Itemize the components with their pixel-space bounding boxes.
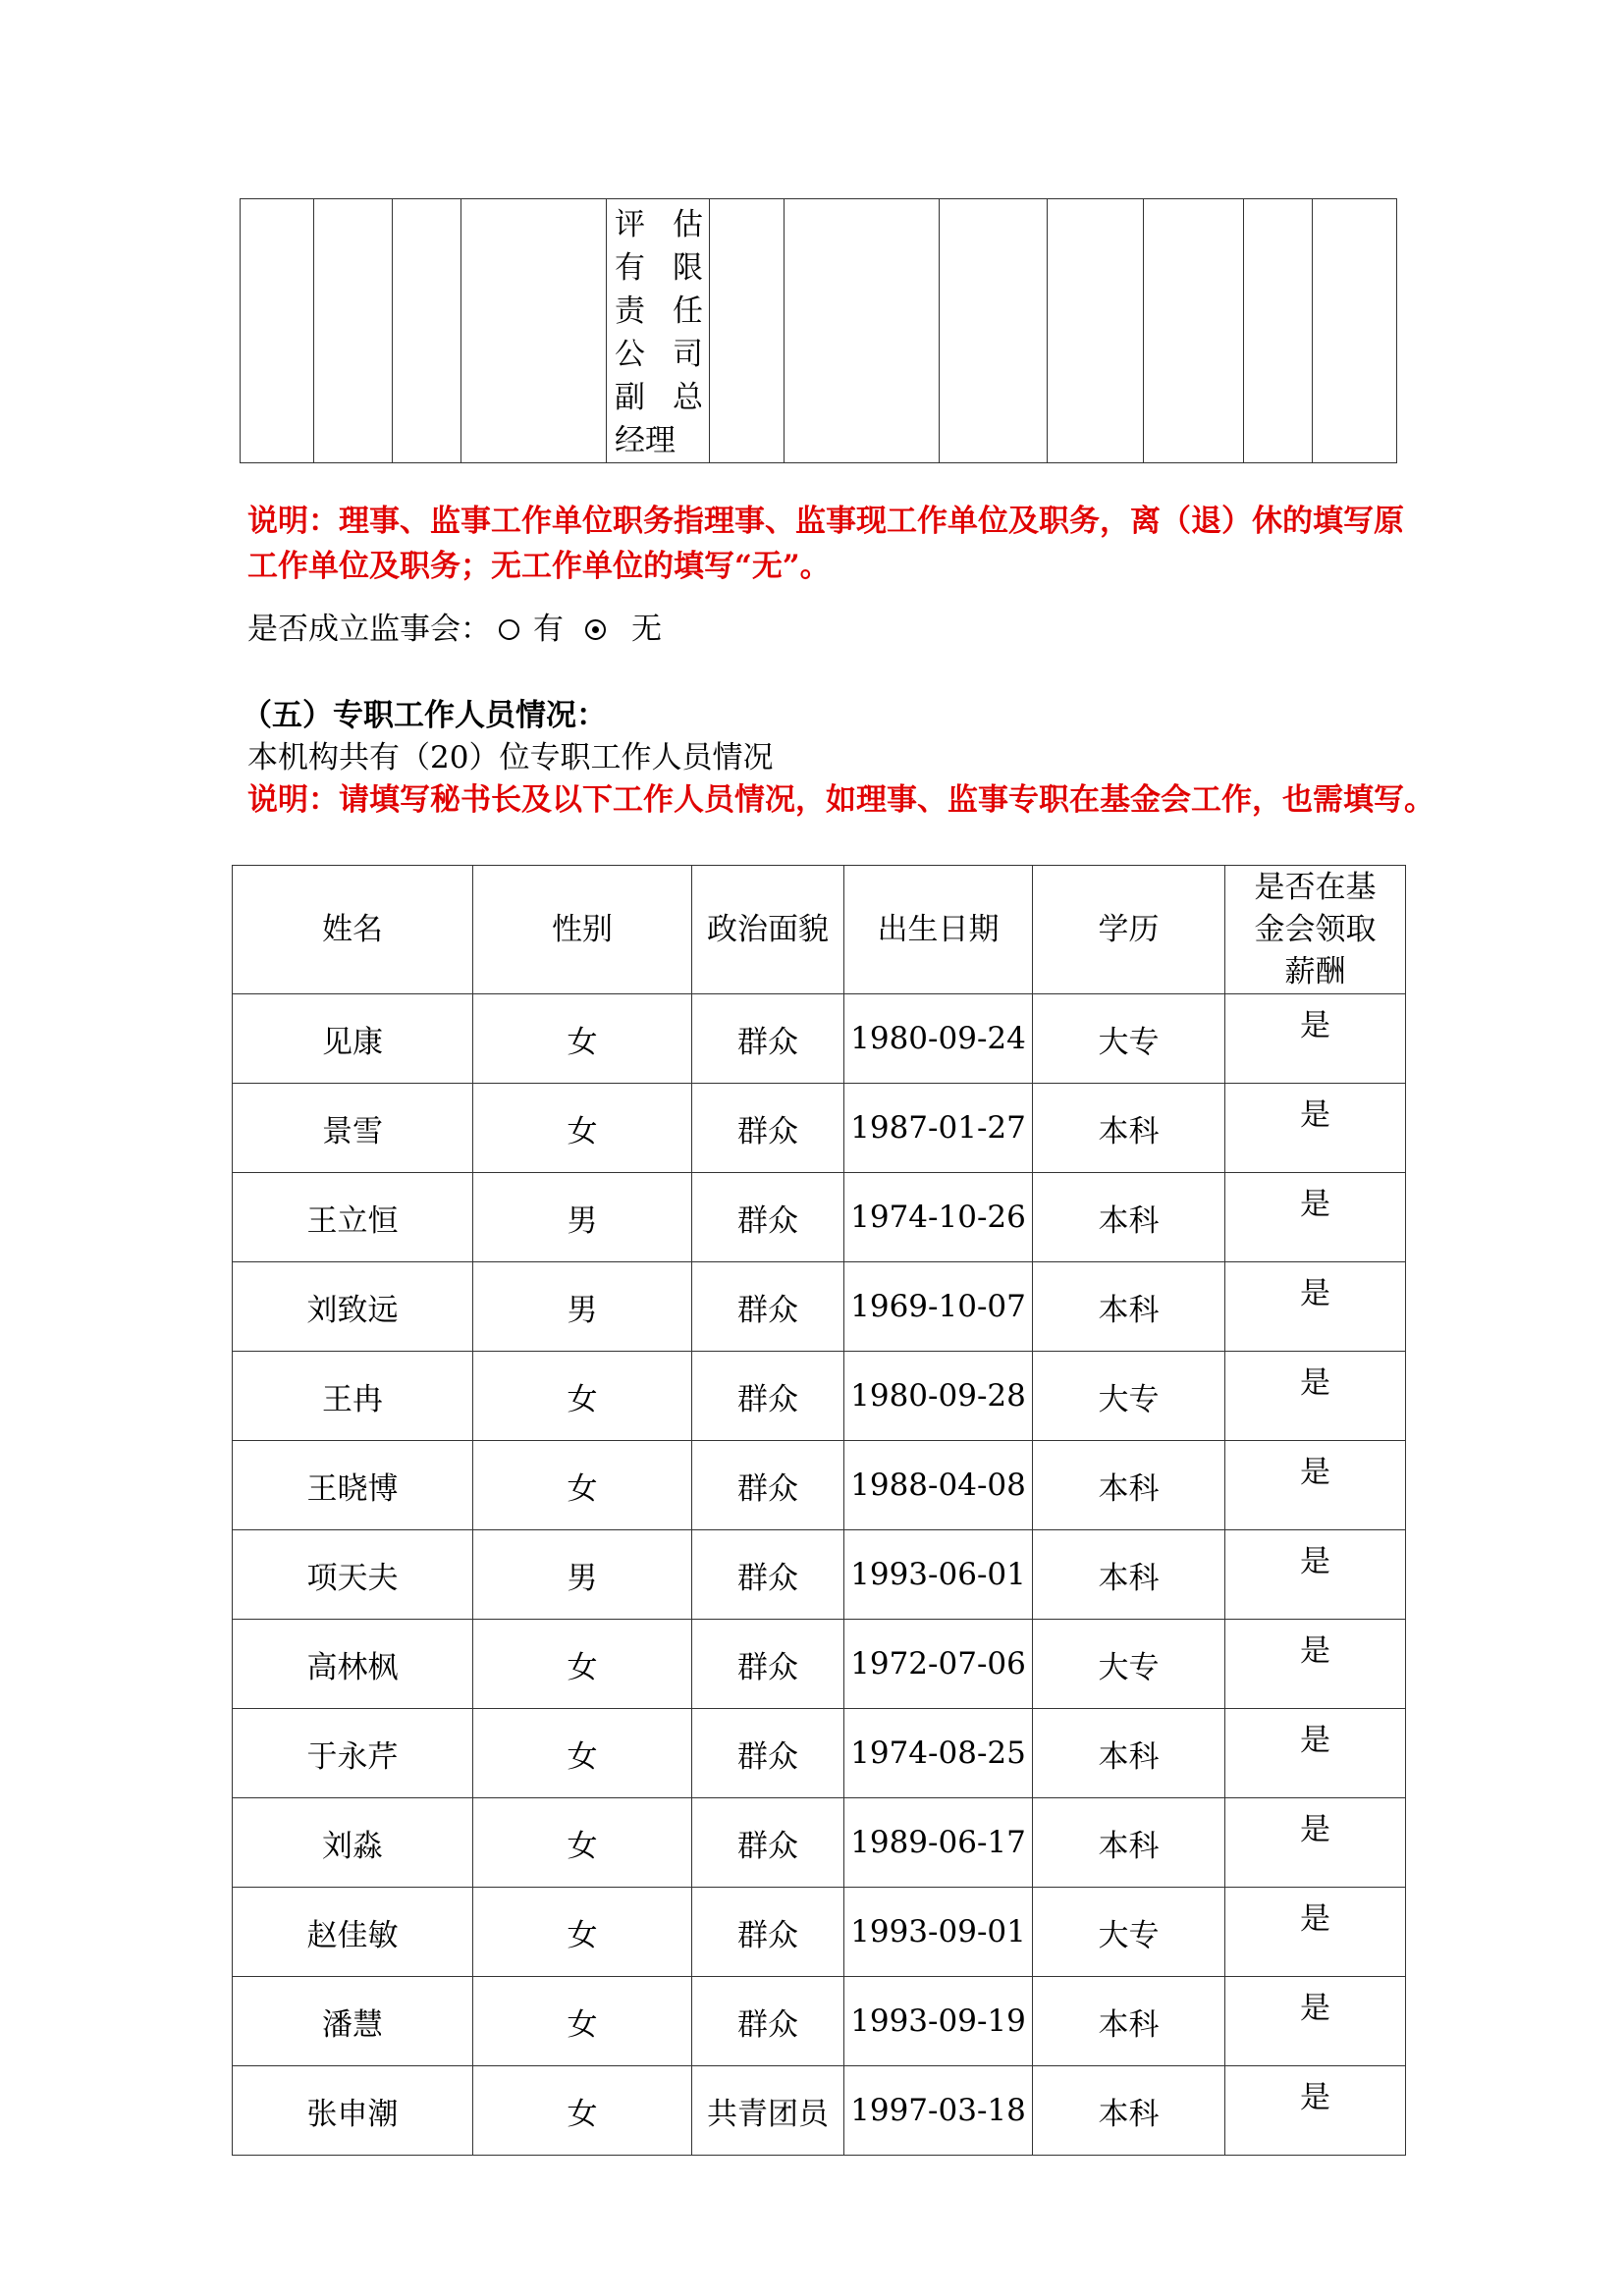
cell-paid: 是 [1225, 994, 1406, 1084]
cell-paid: 是 [1225, 1977, 1406, 2066]
cell-name: 项天夫 [233, 1530, 473, 1620]
radio-no-label: 无 [631, 612, 662, 647]
cell-political-status: 群众 [692, 1977, 844, 2066]
cell-education: 本科 [1033, 1709, 1225, 1798]
cell-name: 于永芹 [233, 1709, 473, 1798]
cell-political-status: 群众 [692, 1262, 844, 1352]
table-row [233, 994, 1406, 1084]
cell-name: 见康 [233, 994, 473, 1084]
table-row [233, 2066, 1406, 2156]
cell-political-status: 群众 [692, 1620, 844, 1709]
empty-cell [314, 199, 393, 463]
cell-birth-date: 1980-09-28 [844, 1352, 1033, 1441]
table-row [233, 1352, 1406, 1441]
cell-gender: 男 [473, 1173, 692, 1262]
cell-paid: 是 [1225, 1441, 1406, 1530]
cell-char: 有 [615, 250, 645, 286]
header-political-status: 政治面貌 [692, 866, 844, 994]
cell-political-status: 共青团员 [692, 2066, 844, 2156]
radio-no[interactable] [585, 619, 606, 640]
board-note-line1: 说明：理事、监事工作单位职务指理事、监事现工作单位及职务，离（退）休的填写原 [247, 504, 1404, 539]
cell-paid: 是 [1225, 1798, 1406, 1888]
cell-political-status: 群众 [692, 1352, 844, 1441]
table-row [233, 1441, 1406, 1530]
supervisory-board-label: 是否成立监事会： [247, 612, 491, 647]
cell-gender: 男 [473, 1530, 692, 1620]
cell-gender: 女 [473, 1798, 692, 1888]
cell-birth-date: 1969-10-07 [844, 1262, 1033, 1352]
table-row [233, 1620, 1406, 1709]
cell-name: 王冉 [233, 1352, 473, 1441]
cell-gender: 男 [473, 1262, 692, 1352]
cell-name: 刘致远 [233, 1262, 473, 1352]
empty-cell [940, 199, 1048, 463]
cell-birth-date: 1972-07-06 [844, 1620, 1033, 1709]
empty-cell [710, 199, 785, 463]
header-education: 学历 [1033, 866, 1225, 994]
section5-heading: （五）专职工作人员情况： [242, 698, 607, 733]
supervisory-board-question [247, 608, 662, 651]
empty-cell [1048, 199, 1144, 463]
cell-political-status: 群众 [692, 1084, 844, 1173]
cell-birth-date: 1988-04-08 [844, 1441, 1033, 1530]
cell-political-status: 群众 [692, 1888, 844, 1977]
cell-char: 估 [673, 207, 703, 242]
empty-cell [1144, 199, 1244, 463]
cell-char: 司 [673, 337, 703, 372]
cell-paid: 是 [1225, 1709, 1406, 1798]
cell-name: 高林枫 [233, 1620, 473, 1709]
header-birth-date: 出生日期 [844, 866, 1033, 994]
cell-char: 经理 [615, 423, 676, 458]
empty-cell [393, 199, 461, 463]
cell-char: 限 [673, 250, 703, 286]
cell-gender: 女 [473, 1352, 692, 1441]
work-unit-position-cell [607, 199, 710, 463]
table-row [233, 1084, 1406, 1173]
cell-political-status: 群众 [692, 1798, 844, 1888]
staff-table-header [233, 866, 1406, 994]
cell-gender: 女 [473, 1709, 692, 1798]
cell-birth-date: 1974-08-25 [844, 1709, 1033, 1798]
cell-political-status: 群众 [692, 1709, 844, 1798]
cell-education: 本科 [1033, 1262, 1225, 1352]
cell-education: 本科 [1033, 2066, 1225, 2156]
cell-paid: 是 [1225, 2066, 1406, 2156]
cell-char: 总 [673, 380, 703, 415]
cell-char: 公 [615, 337, 645, 372]
cell-gender: 女 [473, 994, 692, 1084]
cell-birth-date: 1980-09-24 [844, 994, 1033, 1084]
cell-paid: 是 [1225, 1352, 1406, 1441]
table-row [233, 1798, 1406, 1888]
cell-education: 大专 [1033, 1620, 1225, 1709]
radio-yes-label: 有 [533, 612, 564, 647]
header-paid [1225, 866, 1406, 994]
cell-name: 潘慧 [233, 1977, 473, 2066]
cell-education: 本科 [1033, 1441, 1225, 1530]
cell-birth-date: 1997-03-18 [844, 2066, 1033, 2156]
cell-char: 评 [615, 207, 645, 242]
staff-table [232, 865, 1406, 2156]
table-row [233, 1262, 1406, 1352]
cell-gender: 女 [473, 1888, 692, 1977]
cell-education: 本科 [1033, 1530, 1225, 1620]
cell-gender: 女 [473, 1977, 692, 2066]
cell-paid: 是 [1225, 1888, 1406, 1977]
empty-cell [241, 199, 314, 463]
empty-cell [1313, 199, 1397, 463]
board-members-table-continuation [240, 198, 1397, 463]
staff-table-body [233, 994, 1406, 2156]
cell-birth-date: 1993-09-01 [844, 1888, 1033, 1977]
header-paid-line: 薪酬 [1284, 953, 1346, 989]
cell-education: 本科 [1033, 1798, 1225, 1888]
cell-political-status: 群众 [692, 1441, 844, 1530]
cell-name: 景雪 [233, 1084, 473, 1173]
header-paid-line: 是否在基 [1254, 869, 1377, 905]
cell-education: 本科 [1033, 1173, 1225, 1262]
header-gender: 性别 [473, 866, 692, 994]
table-row [233, 1709, 1406, 1798]
cell-paid: 是 [1225, 1262, 1406, 1352]
empty-cell [785, 199, 940, 463]
cell-char: 任 [673, 294, 703, 329]
table-row [233, 1888, 1406, 1977]
cell-gender: 女 [473, 2066, 692, 2156]
staff-count-text: 本机构共有（20）位专职工作人员情况 [247, 740, 774, 775]
cell-char: 责 [615, 294, 645, 329]
cell-political-status: 群众 [692, 1530, 844, 1620]
cell-political-status: 群众 [692, 994, 844, 1084]
cell-paid: 是 [1225, 1173, 1406, 1262]
table-row [233, 1173, 1406, 1262]
cell-paid: 是 [1225, 1620, 1406, 1709]
cell-birth-date: 1974-10-26 [844, 1173, 1033, 1262]
cell-education: 本科 [1033, 1084, 1225, 1173]
cell-birth-date: 1989-06-17 [844, 1798, 1033, 1888]
cell-name: 王立恒 [233, 1173, 473, 1262]
radio-yes[interactable] [499, 619, 519, 640]
cell-paid: 是 [1225, 1530, 1406, 1620]
cell-birth-date: 1987-01-27 [844, 1084, 1033, 1173]
cell-name: 张申潮 [233, 2066, 473, 2156]
table-row [233, 1530, 1406, 1620]
header-name: 姓名 [233, 866, 473, 994]
cell-birth-date: 1993-09-19 [844, 1977, 1033, 2066]
table-row [233, 1977, 1406, 2066]
board-note-line2: 工作单位及职务；无工作单位的填写“无”。 [247, 549, 831, 584]
empty-cell [461, 199, 607, 463]
cell-education: 本科 [1033, 1977, 1225, 2066]
staff-note: 说明：请填写秘书长及以下工作人员情况，如理事、监事专职在基金会工作，也需填写。 [247, 782, 1435, 818]
cell-birth-date: 1993-06-01 [844, 1530, 1033, 1620]
cell-gender: 女 [473, 1084, 692, 1173]
cell-paid: 是 [1225, 1084, 1406, 1173]
empty-cell [1244, 199, 1313, 463]
cell-name: 王晓博 [233, 1441, 473, 1530]
cell-education: 大专 [1033, 1888, 1225, 1977]
header-paid-line: 金会领取 [1254, 911, 1377, 947]
cell-gender: 女 [473, 1620, 692, 1709]
cell-char: 副 [615, 380, 645, 415]
cell-education: 大专 [1033, 994, 1225, 1084]
cell-political-status: 群众 [692, 1173, 844, 1262]
cell-name: 赵佳敏 [233, 1888, 473, 1977]
cell-education: 大专 [1033, 1352, 1225, 1441]
cell-gender: 女 [473, 1441, 692, 1530]
cell-name: 刘淼 [233, 1798, 473, 1888]
